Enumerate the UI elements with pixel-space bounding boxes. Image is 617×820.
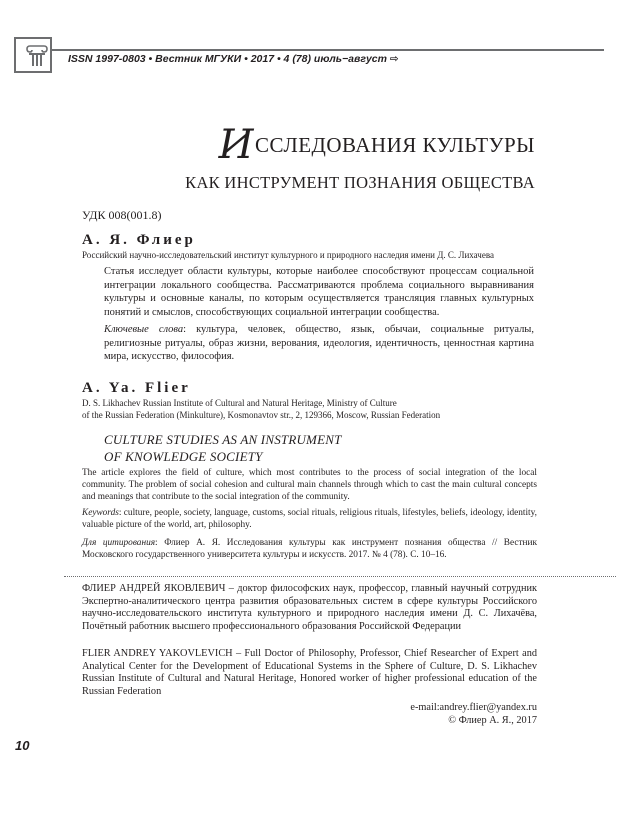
author-en: A. Ya. Flier <box>82 380 191 396</box>
abstract-ru: Статья исследует области культуры, которые наиболее способствуют процессам социальной интеграции локального сообщества. Рассматриваются проблема социального выравнивания культуры и основные каналы, по которым осуществляется трансляция главных культурных понятий и смыслов, способствующих социальной интеграции сообщества. <box>104 266 534 318</box>
running-header: ISSN 1997-0803 • Вестник МГУКИ • 2017 • 4 (78) июль−август ⇨ <box>68 53 399 65</box>
article-title-ru-line1 <box>218 122 535 168</box>
column-capital-icon <box>24 45 50 67</box>
citation-label: Для цитирования <box>82 538 156 548</box>
institution-ru: Российский научно-исследовательский институт культурного и природного наследия имени Д. С. Лихачева <box>82 250 494 260</box>
udk-code: УДК 008(001.8) <box>82 208 162 222</box>
journal-logo <box>14 37 52 73</box>
contact-block <box>410 702 537 727</box>
title-en-line2: OF KNOWLEDGE SOCIETY <box>104 449 263 464</box>
author-ru: А. Я. Флиер <box>82 232 196 248</box>
article-title-ru-line2: КАК ИНСТРУМЕНТ ПОЗНАНИЯ ОБЩЕСТВА <box>185 173 535 192</box>
institution-en <box>82 397 542 421</box>
citation-text: : Флиер А. Я. Исследования культуры как инструмент познания общества // Вестник Московского государственного университета культуры и искусств. 2017. № 4 (78). С. 10–16. <box>82 538 537 561</box>
copyright: © Флиер А. Я., 2017 <box>448 714 537 726</box>
author-email[interactable]: e-mail:andrey.flier@yandex.ru <box>410 702 537 713</box>
keywords-en-label: Keywords <box>82 508 119 518</box>
title-line1-rest: ССЛЕДОВАНИЯ КУЛЬТУРЫ <box>255 133 535 157</box>
dotted-separator <box>64 576 616 577</box>
header-rule <box>52 49 604 51</box>
author-bio-ru: ФЛИЕР АНДРЕЙ ЯКОВЛЕВИЧ – доктор философских наук, профессор, главный научный сотрудник Экспертно-аналитического центра развития образовательных систем в сфере культуры Российского научно-исследовательского института культурного и природного наследия имени Д. С. Лихачёва, Почётный работник высшего профессионального образования Российской Федерации <box>82 583 537 632</box>
article-title-en <box>104 431 342 465</box>
institution-en-line1: D. S. Likhachev Russian Institute of Cultural and Natural Heritage, Ministry of Culture <box>82 398 397 408</box>
keywords-ru-label: Ключевые слова <box>104 324 184 335</box>
citation <box>82 537 537 561</box>
title-en-line1: CULTURE STUDIES AS AN INSTRUMENT <box>104 432 342 447</box>
keywords-en-text: : culture, people, society, language, customs, social rituals, religious rituals, lifestyles, beliefs, ideology, identity, valuable picture of the world, art, philosophy. <box>82 508 537 531</box>
keywords-ru <box>104 323 534 364</box>
keywords-en <box>82 507 537 531</box>
title-initial: И <box>218 122 254 168</box>
abstract-en: The article explores the field of culture, which most contributes to the process of social integration of the local community. The problem of social cohesion and cultural main channels through which to cast the main cultural concepts and meanings that contribute to the social integration of the community. <box>82 468 537 503</box>
page-number: 10 <box>15 738 30 753</box>
institution-en-line2: of the Russian Federation (Minkulture), Kosmonavtov str., 2, 129366, Moscow, Russian Federation <box>82 410 441 420</box>
author-bio-en: FLIER ANDREY YAKOVLEVICH – Full Doctor of Philosophy, Professor, Chief Researcher of Expert and Analytical Center for the Development of Educational Systems in the Sphere of Culture, D. S. Likhachev Russian Institute of Cultural and Natural Heritage, Honored worker of higher professional education of the Russian Federation <box>82 648 537 697</box>
keywords-ru-text: : культура, человек, общество, язык, обычаи, социальные ритуалы, религиозные ритуалы, образ жизни, верования, идеология, идентичность, ценностная картина мира, искусство, философия. <box>104 324 534 363</box>
